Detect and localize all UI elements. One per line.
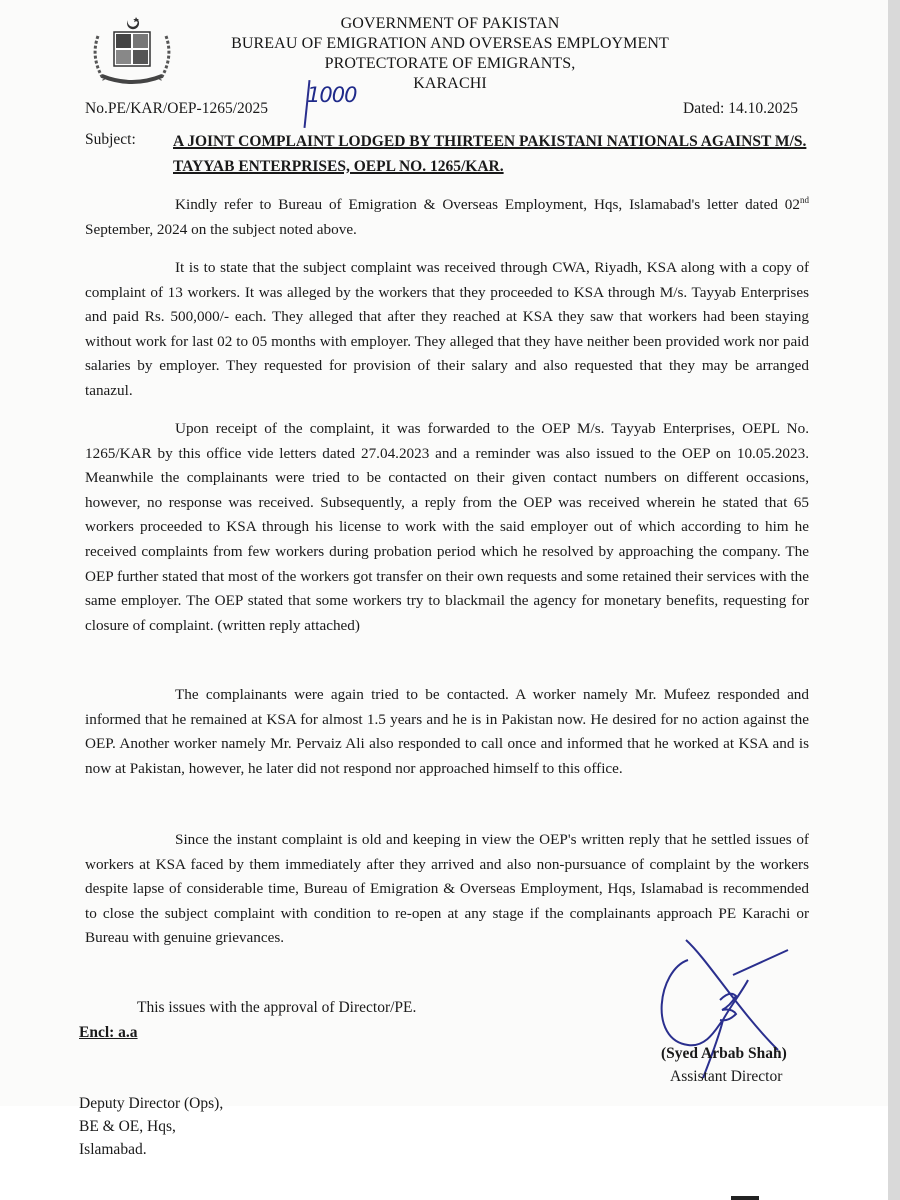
addressee-line-1: Deputy Director (Ops),	[79, 1095, 224, 1112]
letterhead	[180, 14, 720, 94]
paragraph-reference-text-a: Kindly refer to Bureau of Emigration & Overseas Employment, Hqs, Islamabad's letter dated 02	[175, 196, 800, 213]
paragraph-oep-response: Upon receipt of the complaint, it was forwarded to the OEP M/s. Tayyab Enterprises, OEPL No. 1265/KAR by this office vide letters dated 27.04.2023 and a reminder was also issued to the OEP on 10.05.2023. Meanwhile the complainants were tried to be contacted on their given contact numbers on different occasions, however, no response was received. Subsequently, a reply from the OEP was received wherein he stated that 65 workers proceeded to KSA through his license to work with the said employer out of which according to him he received complaints from few workers during probation period which he resolved by approaching the company. The OEP further stated that most of the workers got transfer on their own requests and some retained their services with the same employer. The OEP stated that some workers try to blackmail the agency for monetary benefits, requesting for closure of complaint. (written reply attached)	[85, 420, 809, 634]
ordinal-suffix: nd	[800, 194, 809, 205]
paragraph-reference-text-b: September, 2024 on the subject noted above.	[85, 220, 357, 238]
approval-note: This issues with the approval of Director/PE.	[137, 999, 417, 1016]
scan-edge	[888, 0, 900, 1200]
bottom-edge-mark	[731, 1196, 759, 1200]
paragraph-complaint-details: It is to state that the subject complaint was received through CWA, Riyadh, KSA along with a copy of complaint of 13 workers. It was alleged by the workers that they proceeded to KSA through M/s. Tayyab Enterprises and paid Rs. 500,000/- each. They alleged that after they reached at KSA they saw that workers had been staying without work for last 02 to 05 months with employer. They alleged that they have neither been provided work nor paid salaries by employer. They requested for provision of their salary and also requested that they may be arranged tanazul.	[85, 259, 809, 399]
addressee-line-3: Islamabad.	[79, 1141, 147, 1158]
subject-label: Subject:	[85, 131, 136, 148]
reference-number: No.PE/KAR/OEP-1265/2025	[85, 100, 268, 117]
paragraph-recommendation: Since the instant complaint is old and keeping in view the OEP's written reply that he settled issues of workers at KSA faced by them immediately after they arrived and also non-pursuance of complaint by the workers despite lapse of considerable time, Bureau of Emigration & Overseas Employment, Hqs, Islamabad is recommended to close the subject complaint with condition to re-open at any stage if the complainants approach PE Karachi or Bureau with genuine grievances.	[85, 831, 809, 947]
state-emblem-icon	[84, 14, 180, 96]
paragraph-contact-attempts: The complainants were again tried to be contacted. A worker namely Mr. Mufeez responded and informed that he remained at KSA for almost 1.5 years and he is in Pakistan now. He desired for no action against the OEP. Another worker namely Mr. Pervaiz Ali also responded to call once and informed that he worked at KSA and is now at Pakistan, however, he later did not respond nor approached himself to this office.	[85, 686, 809, 777]
letter-date: Dated: 14.10.2025	[683, 100, 798, 117]
letterhead-bureau: BUREAU OF EMIGRATION AND OVERSEAS EMPLOYMENT	[231, 35, 669, 52]
addressee-block	[79, 1092, 223, 1161]
enclosure-note: Encl: a.a	[79, 1024, 138, 1041]
paragraph-reference	[85, 193, 809, 242]
addressee-line-2: BE & OE, Hqs,	[79, 1118, 176, 1135]
handwritten-dispatch-number: 1000	[307, 83, 357, 107]
letterhead-city: KARACHI	[413, 75, 487, 92]
letterhead-protectorate: PROTECTORATE OF EMIGRANTS,	[324, 55, 576, 72]
subject-text: A JOINT COMPLAINT LODGED BY THIRTEEN PAKISTANI NATIONALS AGAINST M/S. TAYYAB ENTERPRISES, OEPL NO. 1265/KAR.	[173, 133, 807, 175]
letterhead-government: GOVERNMENT OF PAKISTAN	[340, 15, 560, 32]
signatory-title: Assistant Director	[670, 1068, 783, 1085]
signatory-name: (Syed Arbab Shah)	[661, 1045, 787, 1062]
